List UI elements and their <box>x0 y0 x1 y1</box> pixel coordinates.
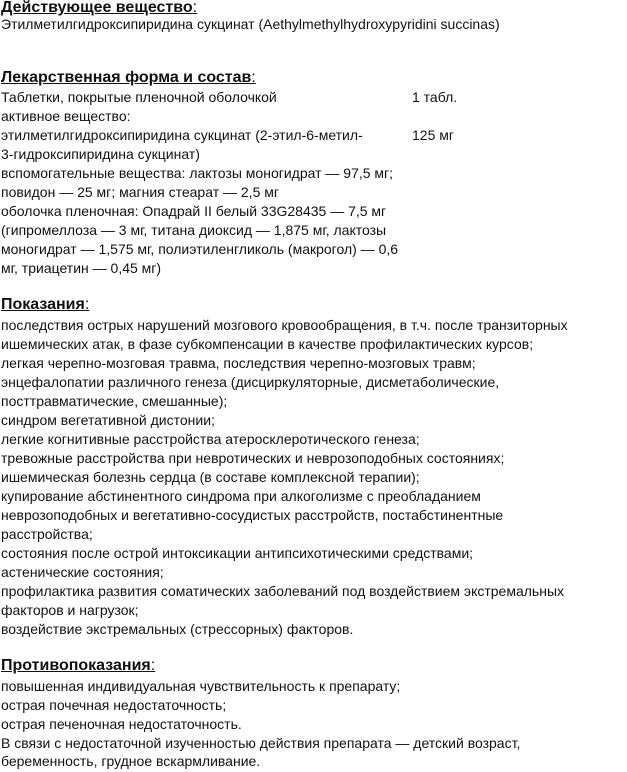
contraindications-heading-text: Противопоказания <box>1 657 151 674</box>
composition-line: повидон — 25 мг; магния стеарат — 2,5 мг <box>1 184 279 200</box>
indication-line: последствия острых нарушений мозгового кровообращения, в т.ч. после транзиторных <box>1 317 568 333</box>
composition-line: оболочка пленочная: Опадрай II белый 33G28435 — 7,5 мг <box>1 203 387 219</box>
indication-line: энцефалопатии различного генеза (дисциркуляторные, дисметаболические, <box>1 374 500 390</box>
dosage-form-heading-text: Лекарственная форма и состав <box>1 69 252 86</box>
composition-line: этилметилгидроксипиридина сукцинат (2-этил-6-метил- <box>1 127 363 143</box>
indication-line: тревожные расстройства при невротических и неврозоподобных состояниях; <box>1 450 505 466</box>
indication-line: астенические состояния; <box>1 564 164 580</box>
indication-line: профилактика развития соматических заболеваний под воздействием экстремальных <box>1 583 565 599</box>
composition-line: вспомогательные вещества: лактозы моногидрат — 97,5 мг; <box>1 165 394 181</box>
heading-colon: : <box>251 69 256 86</box>
contraindication-line: острая почечная недостаточность; <box>1 697 227 713</box>
contraindication-line: острая печеночная недостаточность. <box>1 716 242 732</box>
composition-line: моногидрат — 1,575 мг, полиэтиленгликоль (макрогол) — 0,6 <box>1 241 399 257</box>
contraindication-line: В связи с недостаточной изученностью действия препарата — детский возраст, <box>1 735 521 751</box>
contraindication-line: беременность, грудное вскармливание. <box>1 753 261 769</box>
composition-line: 3-гидроксипиридина сукцинат) <box>1 146 200 162</box>
indication-line: воздействие экстремальных (стрессорных) факторов. <box>1 621 354 637</box>
indication-line: расстройства; <box>1 526 93 542</box>
contraindication-line: повышенная индивидуальная чувствительность к препарату; <box>1 678 401 694</box>
indication-line: ишемическая болезнь сердца (в составе комплексной терапии); <box>1 469 420 485</box>
contraindications-heading <box>1 656 155 675</box>
indications-heading-text: Показания <box>1 296 85 313</box>
indication-line: ишемических атак, в фазе субкомпенсации в качестве профилактических курсов; <box>1 336 534 352</box>
heading-colon: : <box>84 296 90 313</box>
heading-colon: : <box>192 0 198 16</box>
indication-line: посттравматические, смешанные); <box>1 393 228 409</box>
composition-amount: 1 табл. <box>412 89 458 105</box>
indication-line: легкая черепно-мозговая травма, последствия черепно-мозговых травм; <box>1 355 476 371</box>
indication-line: купирование абстинентного синдрома при алкоголизме с преобладанием <box>1 488 481 504</box>
composition-amount: 125 мг <box>412 127 454 143</box>
indication-line: неврозоподобных и вегетативно-сосудистых расстройств, постабстинентные <box>1 507 504 523</box>
composition-line: активное вещество: <box>1 108 131 124</box>
indication-line: факторов и нагрузок; <box>1 602 139 618</box>
indication-line: легкие когнитивные расстройства атеросклеротического генеза; <box>1 431 420 447</box>
indication-line: синдром вегетативной дистонии; <box>1 412 215 428</box>
active-substance-text: Этилметилгидроксипиридина сукцинат (Aethylmethylhydroxypyridini succinas) <box>1 16 500 32</box>
dosage-form-heading <box>1 68 256 87</box>
heading-colon: : <box>150 657 156 674</box>
active-substance-heading-text: Действующее вещество <box>1 0 193 16</box>
composition-line: (гипромеллоза — 3 мг, титана диоксид — 1,875 мг, лактозы <box>1 222 387 238</box>
composition-line: Таблетки, покрытые пленочной оболочкой <box>1 89 277 105</box>
indication-line: состояния после острой интоксикации антипсихотическими средствами; <box>1 545 474 561</box>
indications-heading <box>1 295 89 314</box>
composition-line: мг, триацетин — 0,45 мг) <box>1 260 162 276</box>
